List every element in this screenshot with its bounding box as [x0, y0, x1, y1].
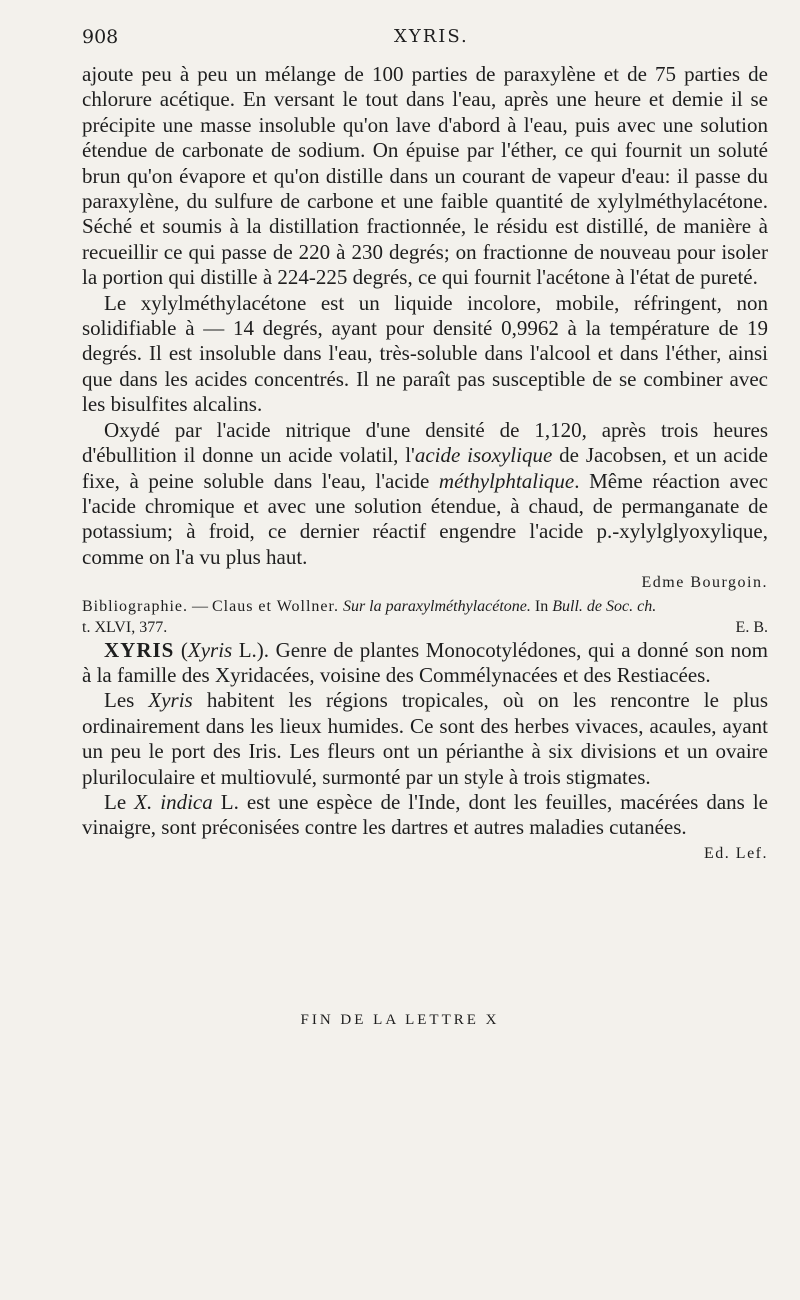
paragraph-xyris-3: Le X. indica L. est une espèce de l'Inde, dont les feuilles, macérées dans le vinaigre, sont préconisées contre les dartres et autres maladies cutanées. — [82, 789, 768, 840]
page-body — [82, 62, 768, 866]
bibliography-signature: E. B. — [735, 618, 768, 636]
paragraph-3: Oxydé par l'acide nitrique d'une densité de 1,120, après trois heures d'ébullition il donne un acide volatil, l'acide isoxylique de Jacobsen, et un acide fixe, à peine soluble dans l'eau, l'acide méthylphtalique. Même réaction avec l'acide chromique et avec une solution étendue, à chaud, de permanganate de potassium; à froid, ce dernier réactif engendre l'acide p.-xylylglyoxylique, comme on l'a vu plus haut. — [82, 417, 768, 569]
paragraph-2: Le xylylméthylacétone est un liquide incolore, mobile, réfringent, non solidifiable à — 14 degrés, ayant pour densité 0,9962 à la température de 19 degrés. Il est insoluble dans l'eau, très-soluble dans l'alcool et dans l'éther, ainsi que dans les acides concentrés. Il ne paraît pas susceptible de se combiner avec les bisulfites alcalins. — [82, 290, 768, 417]
page-header — [82, 26, 764, 56]
bibliography-ref: t. XLVI, 377. — [82, 618, 168, 636]
signature-bourgoin: Edme Bourgoin. — [641, 574, 768, 592]
entry-heading: XYRIS — [104, 637, 175, 662]
running-head: XYRIS. — [394, 26, 469, 47]
end-of-letter: FIN DE LA LETTRE X — [300, 1012, 500, 1028]
paragraph-1: ajoute peu à peu un mélange de 100 parties de paraxylène et de 75 parties de chlorure acétique. En versant le tout dans l'eau, après une heure et demie il se précipite une masse insoluble qu'on lave d'abord à l'eau, puis avec une solution étendue de carbonate de sodium. On épuise par l'éther, ce qui fournit un soluté brun qu'on évapore et qu'on distille dans un courant de vapeur d'eau: il passe du paraxylène, du sulfure de carbone et une faible quantité de xylylméthylacétone. Séché et soumis à la distillation fractionnée, le résidu est distillé, de manière à recueillir ce qui passe de 220 à 230 degrés; on fractionne de nouveau pour isoler la portion qui distille à 224-225 degrés, ce qui fournit l'acétone à l'état de pureté. — [82, 62, 768, 290]
signature-lef: Ed. Lef. — [704, 844, 768, 862]
paragraph-xyris-2: Les Xyris habitent les régions tropicales, où on les rencontre le plus ordinairement dans les lieux humides. Ce sont des herbes vivaces, acaules, ayant un peu le port des Iris. Les fleurs ont un périanthe à six divisions et un ovaire pluriloculaire et multiovulé, surmonté par un style à trois stigmates. — [82, 688, 768, 789]
bibliography-ref-line — [82, 617, 768, 638]
bibliography: Bibliographie. — Claus et Wollner. Sur la paraxylméthylacétone. In Bull. de Soc. ch. — [82, 597, 657, 615]
entry-xyris: XYRIS (Xyris L.). Genre de plantes Monocotylédones, qui a donné son nom à la famille des Xyridacées, voisine des Commélynacées et des Restiacées. — [82, 637, 768, 687]
page-number: 908 — [82, 26, 119, 48]
